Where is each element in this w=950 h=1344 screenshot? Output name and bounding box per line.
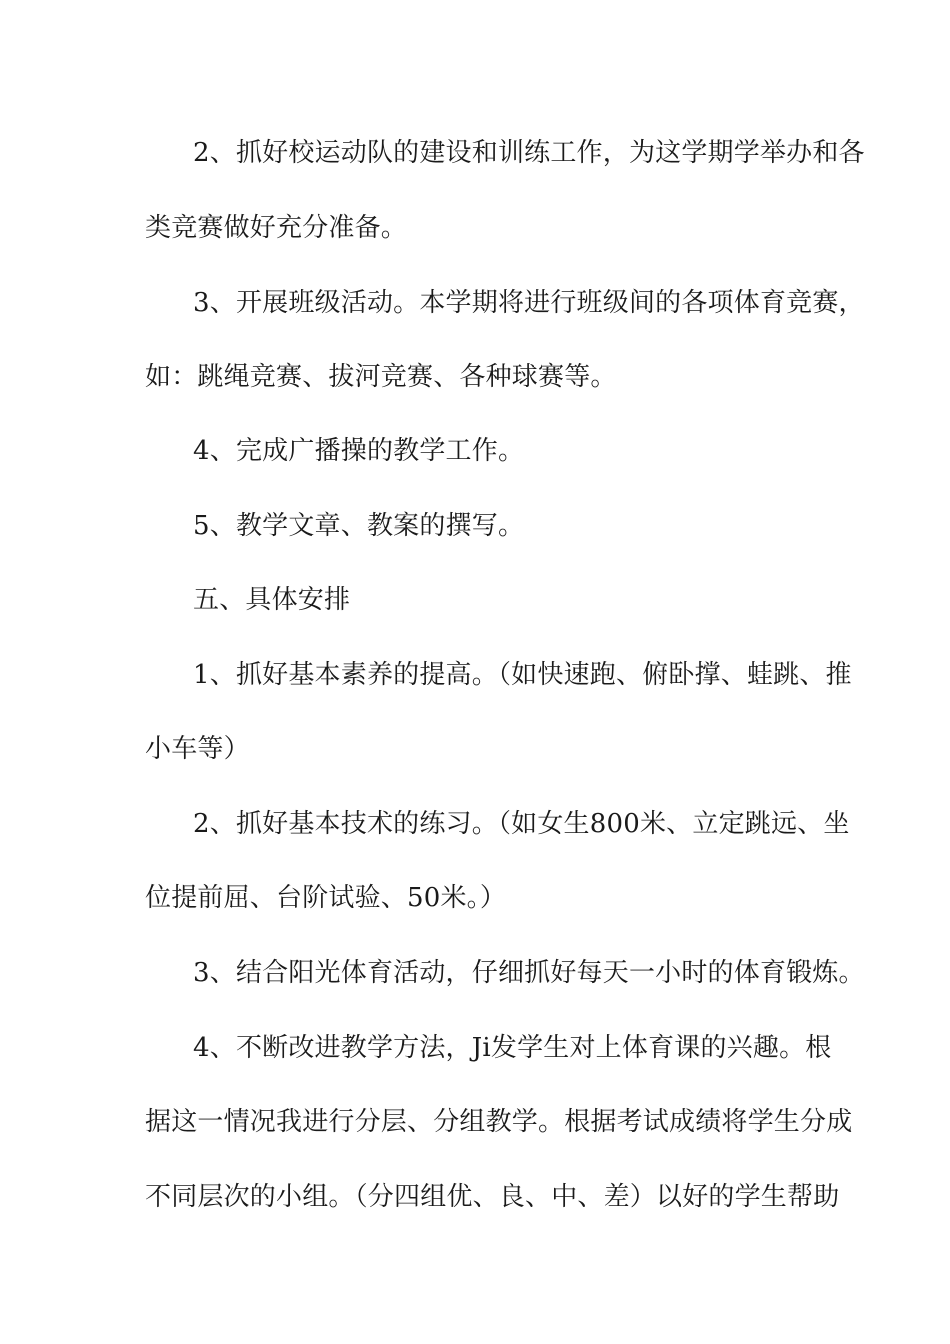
text-line: 不同层次的小组。（分四组优、良、中、差）以好的学生帮助 — [145, 1182, 840, 1212]
text-line: 3、开展班级活动。本学期将进行班级间的各项体育竞赛， — [193, 288, 865, 318]
text-line: 2、抓好校运动队的建设和训练工作，为这学期学举办和各 — [193, 138, 865, 168]
text-line: 据这一情况我进行分层、分组教学。根据考试成绩将学生分成 — [145, 1107, 853, 1137]
text-line: 4、不断改进教学方法，Ji发学生对上体育课的兴趣。根 — [193, 1033, 832, 1063]
text-line: 1、抓好基本素养的提高。（如快速跑、俯卧撑、蛙跳、推 — [193, 660, 852, 690]
text-line: 4、完成广播操的教学工作。 — [193, 436, 525, 466]
text-line: 类竞赛做好充分准备。 — [145, 213, 408, 243]
text-line: 5、教学文章、教案的撰写。 — [193, 511, 525, 541]
text-line: 2、抓好基本技术的练习。（如女生800米、立定跳远、坐 — [193, 809, 850, 839]
text-line: 小车等） — [145, 734, 250, 764]
text-line: 位提前屈、台阶试验、50米。） — [145, 883, 507, 913]
text-line: 3、结合阳光体育活动，仔细抓好每天一小时的体育锻炼。 — [193, 958, 865, 988]
section-heading: 五、具体安排 — [193, 585, 351, 615]
text-line: 如：跳绳竞赛、拔河竞赛、各种球赛等。 — [145, 362, 617, 392]
